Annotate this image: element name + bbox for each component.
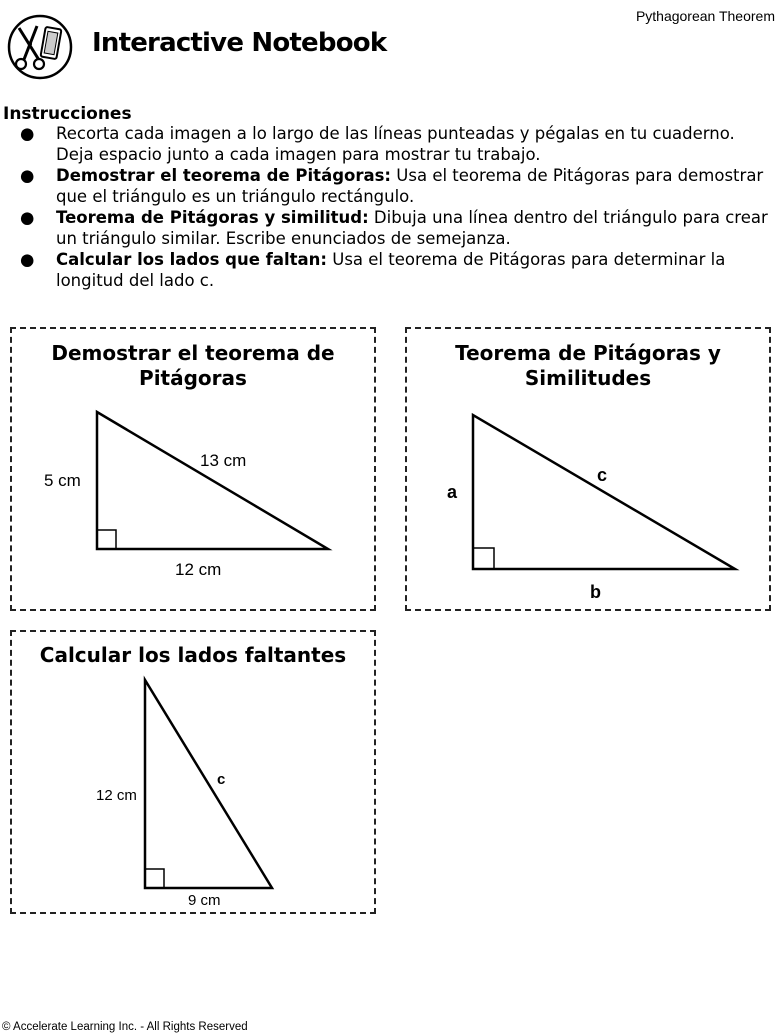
instruction-text: Dibuja una línea dentro del triángulo para crear un triángulo similar. Escribe enunciados de semejanza. — [56, 208, 768, 248]
instruction-item — [0, 123, 782, 165]
instruction-text: Usa el teorema de Pitágoras para demostrar que el triángulo es un triángulo rectángulo. — [56, 166, 764, 206]
card-title-line: Pitágoras — [139, 366, 247, 390]
bullet-icon: ● — [20, 124, 35, 143]
page-title: Interactive Notebook — [92, 28, 387, 58]
right-angle-marker — [473, 548, 494, 569]
right-triangle-diagram — [407, 329, 773, 613]
copyright-footer: © Accelerate Learning Inc. - All Rights Reserved — [2, 1021, 248, 1033]
card-title-line: Teorema de Pitágoras y — [455, 341, 721, 365]
right-angle-marker — [145, 869, 164, 888]
instruction-text: Recorta cada imagen a lo largo de las líneas punteadas y pégalas en tu cuaderno. Deja espacio junto a cada imagen para mostrar tu trabajo. — [56, 124, 735, 164]
side-label-left: a — [447, 482, 458, 502]
triangle-shape — [473, 415, 735, 569]
card-title-line: Demostrar el teorema de — [51, 341, 335, 365]
side-label-bottom: 9 cm — [188, 892, 221, 909]
side-label-hypotenuse: 13 cm — [200, 451, 247, 470]
side-label-bottom: 12 cm — [175, 560, 222, 579]
triangle-shape — [97, 412, 328, 549]
card-prove-theorem — [10, 327, 376, 611]
right-triangle-diagram — [12, 329, 378, 613]
side-label-left: 12 cm — [96, 787, 137, 804]
topic-label: Pythagorean Theorem — [635, 8, 775, 24]
card-similarity — [405, 327, 771, 611]
instruction-bold: Demostrar el teorema de Pitágoras: — [56, 166, 392, 185]
bullet-icon: ● — [20, 208, 35, 227]
instruction-text: Usa el teorema de Pitágoras para determinar la longitud del lado c. — [56, 250, 726, 290]
instruction-item — [0, 165, 782, 207]
triangle-shape — [145, 680, 272, 888]
instructions-list — [0, 123, 782, 291]
instruction-bold: Calcular los lados que faltan: — [56, 250, 327, 269]
card-title-line: Similitudes — [524, 366, 652, 390]
right-angle-marker — [97, 530, 116, 549]
card-title: Calcular los lados faltantes — [39, 643, 347, 667]
instructions-heading: Instrucciones — [3, 104, 132, 124]
instruction-item — [0, 207, 782, 249]
bullet-icon: ● — [20, 250, 35, 269]
instruction-item — [0, 249, 782, 291]
side-label-hypotenuse: c — [597, 465, 608, 485]
card-missing-sides — [10, 630, 376, 914]
right-triangle-diagram — [12, 632, 378, 916]
instruction-bold: Teorema de Pitágoras y similitud: — [56, 208, 369, 227]
side-label-bottom: b — [590, 582, 601, 602]
side-label-hypotenuse: c — [217, 771, 226, 788]
side-label-left: 5 cm — [44, 471, 81, 490]
notebook-logo-icon — [7, 14, 73, 80]
bullet-icon: ● — [20, 166, 35, 185]
